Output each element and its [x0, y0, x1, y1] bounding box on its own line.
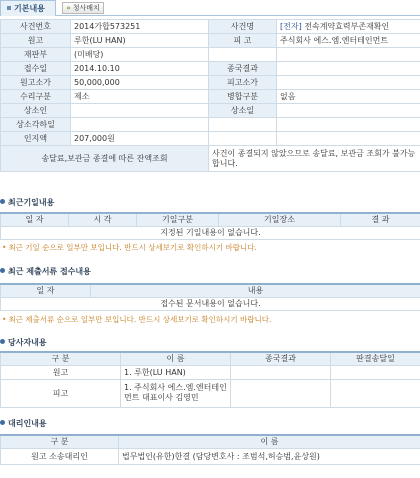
case-number-label: 사건번호 — [1, 20, 71, 34]
filings-note — [2, 314, 271, 325]
merge-type-label: 병합구분 — [209, 90, 277, 104]
court-map-button[interactable] — [62, 2, 104, 14]
table-row — [1, 34, 420, 48]
table-row — [1, 146, 420, 172]
fee-balance-label: 송달료,보관금 종결에 따른 잔액조회 — [1, 146, 209, 172]
table-header-row — [1, 284, 420, 297]
table-row — [1, 297, 420, 310]
table-row — [1, 379, 420, 407]
appeal-date-value — [277, 104, 420, 118]
plaintiff-value: 루한(LU HAN) — [71, 34, 209, 48]
empty-cell — [209, 48, 277, 62]
column-header: 이 름 — [121, 352, 231, 365]
appellant-label: 상소인 — [1, 104, 71, 118]
case-name-label: 사건명 — [209, 20, 277, 34]
table-row — [1, 90, 420, 104]
table-row — [1, 132, 420, 146]
parties-section-title — [0, 337, 47, 349]
table-header-row — [1, 213, 420, 226]
empty-cell — [277, 118, 420, 132]
plaintiff-claim-label: 원고소가 — [1, 76, 71, 90]
filing-date-label: 접수일 — [1, 62, 71, 76]
table-row — [1, 448, 420, 464]
agents-section-title — [0, 418, 47, 430]
column-header: 결 과 — [341, 213, 420, 226]
empty-cell — [277, 132, 420, 146]
column-header: 종국결과 — [231, 352, 331, 365]
party-name: 1. 주식회사 에스.엠.엔터테인먼트 대표이사 김영민 — [121, 379, 231, 407]
hearings-note-text: 최근 기일 순으로 일부만 보입니다. 반드시 상세보기로 확인하시기 바랍니다. — [8, 243, 257, 252]
court-division-label: 재판부 — [1, 48, 71, 62]
tab-basic-label: 기본내용 — [14, 4, 45, 13]
party-type: 원고 — [1, 365, 121, 379]
column-header: 기일구분 — [137, 213, 219, 226]
electronic-tag: [전자] — [280, 22, 302, 31]
column-header: 내용 — [91, 284, 420, 297]
bullet-icon: • — [2, 315, 7, 324]
double-chevron-icon: » — [66, 4, 71, 12]
column-header: 기일장소 — [219, 213, 341, 226]
filings-title: 최근 제출서류 접수내용 — [8, 267, 91, 276]
final-result-label: 종국결과 — [209, 62, 277, 76]
appeal-dismissal-value — [71, 118, 209, 132]
agent-name: 법무법인(유한)한결 (담당변호사 : 조범석,허승범,윤상원) — [119, 448, 420, 464]
table-header-row — [1, 435, 420, 448]
agents-title: 대리인내용 — [8, 419, 47, 428]
tab-basic-info[interactable] — [0, 0, 56, 16]
defendant-value: 주식회사 에스.엠.엔터테인먼트 — [277, 34, 420, 48]
table-row — [1, 118, 420, 132]
bullet-icon — [0, 268, 5, 273]
appeal-dismissal-label: 상소각하일 — [1, 118, 71, 132]
filing-date-value: 2014.10.10 — [71, 62, 209, 76]
column-header: 구 분 — [1, 352, 121, 365]
court-map-label: 청사배치 — [72, 4, 100, 12]
bullet-icon — [0, 339, 5, 344]
tab-bar — [0, 0, 420, 16]
basic-info-table — [0, 19, 420, 172]
bullet-icon: • — [2, 243, 7, 252]
table-row — [1, 20, 420, 34]
court-division-value: (미배당) — [71, 48, 209, 62]
table-row — [1, 226, 420, 239]
empty-message: 접수된 문서내용이 없습니다. — [1, 297, 420, 310]
party-delivery-date — [331, 379, 420, 407]
hearings-note — [2, 242, 257, 253]
merge-type-value: 없음 — [277, 90, 420, 104]
acceptance-type-label: 수리구분 — [1, 90, 71, 104]
final-result-value — [277, 62, 420, 76]
tab-marker-icon — [7, 6, 11, 10]
plaintiff-label: 원고 — [1, 34, 71, 48]
defendant-label: 피 고 — [209, 34, 277, 48]
agent-type: 원고 소송대리인 — [1, 448, 119, 464]
empty-cell — [277, 48, 420, 62]
table-row — [1, 48, 420, 62]
plaintiff-claim-value: 50,000,000 — [71, 76, 209, 90]
parties-title: 당사자내용 — [8, 338, 47, 347]
party-type: 피고 — [1, 379, 121, 407]
party-result — [231, 365, 331, 379]
defendant-claim-label: 피고소가 — [209, 76, 277, 90]
party-name: 1. 루한(LU HAN) — [121, 365, 231, 379]
agents-table — [0, 434, 420, 465]
bullet-icon — [0, 420, 5, 425]
hearings-title: 최근기일내용 — [8, 198, 55, 207]
column-header: 판결송달일 — [331, 352, 420, 365]
stamp-fee-label: 인지액 — [1, 132, 71, 146]
table-row — [1, 104, 420, 118]
table-row — [1, 62, 420, 76]
acceptance-type-value: 제소 — [71, 90, 209, 104]
empty-cell — [209, 118, 277, 132]
case-number-value: 2014가합573251 — [71, 20, 209, 34]
empty-cell — [209, 132, 277, 146]
party-result — [231, 379, 331, 407]
table-row — [1, 365, 420, 379]
case-name-value — [277, 20, 420, 34]
appeal-date-label: 상소일 — [209, 104, 277, 118]
party-delivery-date — [331, 365, 420, 379]
column-header: 일 자 — [1, 213, 69, 226]
column-header: 이 름 — [119, 435, 420, 448]
case-name-text: 전속계약효력부존재확인 — [301, 22, 390, 31]
bullet-icon — [0, 199, 5, 204]
filings-table — [0, 283, 420, 311]
stamp-fee-value: 207,000원 — [71, 132, 209, 146]
parties-table — [0, 351, 420, 408]
fee-balance-value: 사건이 종결되지 않았으므로 송달료, 보관금 조회가 불가능합니다. — [209, 146, 420, 172]
column-header: 구 분 — [1, 435, 119, 448]
defendant-claim-value — [277, 76, 420, 90]
appellant-value — [71, 104, 209, 118]
hearings-section-title — [0, 197, 54, 209]
column-header: 시 각 — [69, 213, 137, 226]
table-header-row — [1, 352, 420, 365]
empty-message: 지정된 기일내용이 없습니다. — [1, 226, 420, 239]
column-header: 일 자 — [1, 284, 91, 297]
hearings-table — [0, 212, 420, 240]
filings-note-text: 최근 제출서류 순으로 일부만 보입니다. 반드시 상세보기로 확인하시기 바랍니다. — [8, 315, 272, 324]
filings-section-title — [0, 266, 91, 278]
table-row — [1, 76, 420, 90]
